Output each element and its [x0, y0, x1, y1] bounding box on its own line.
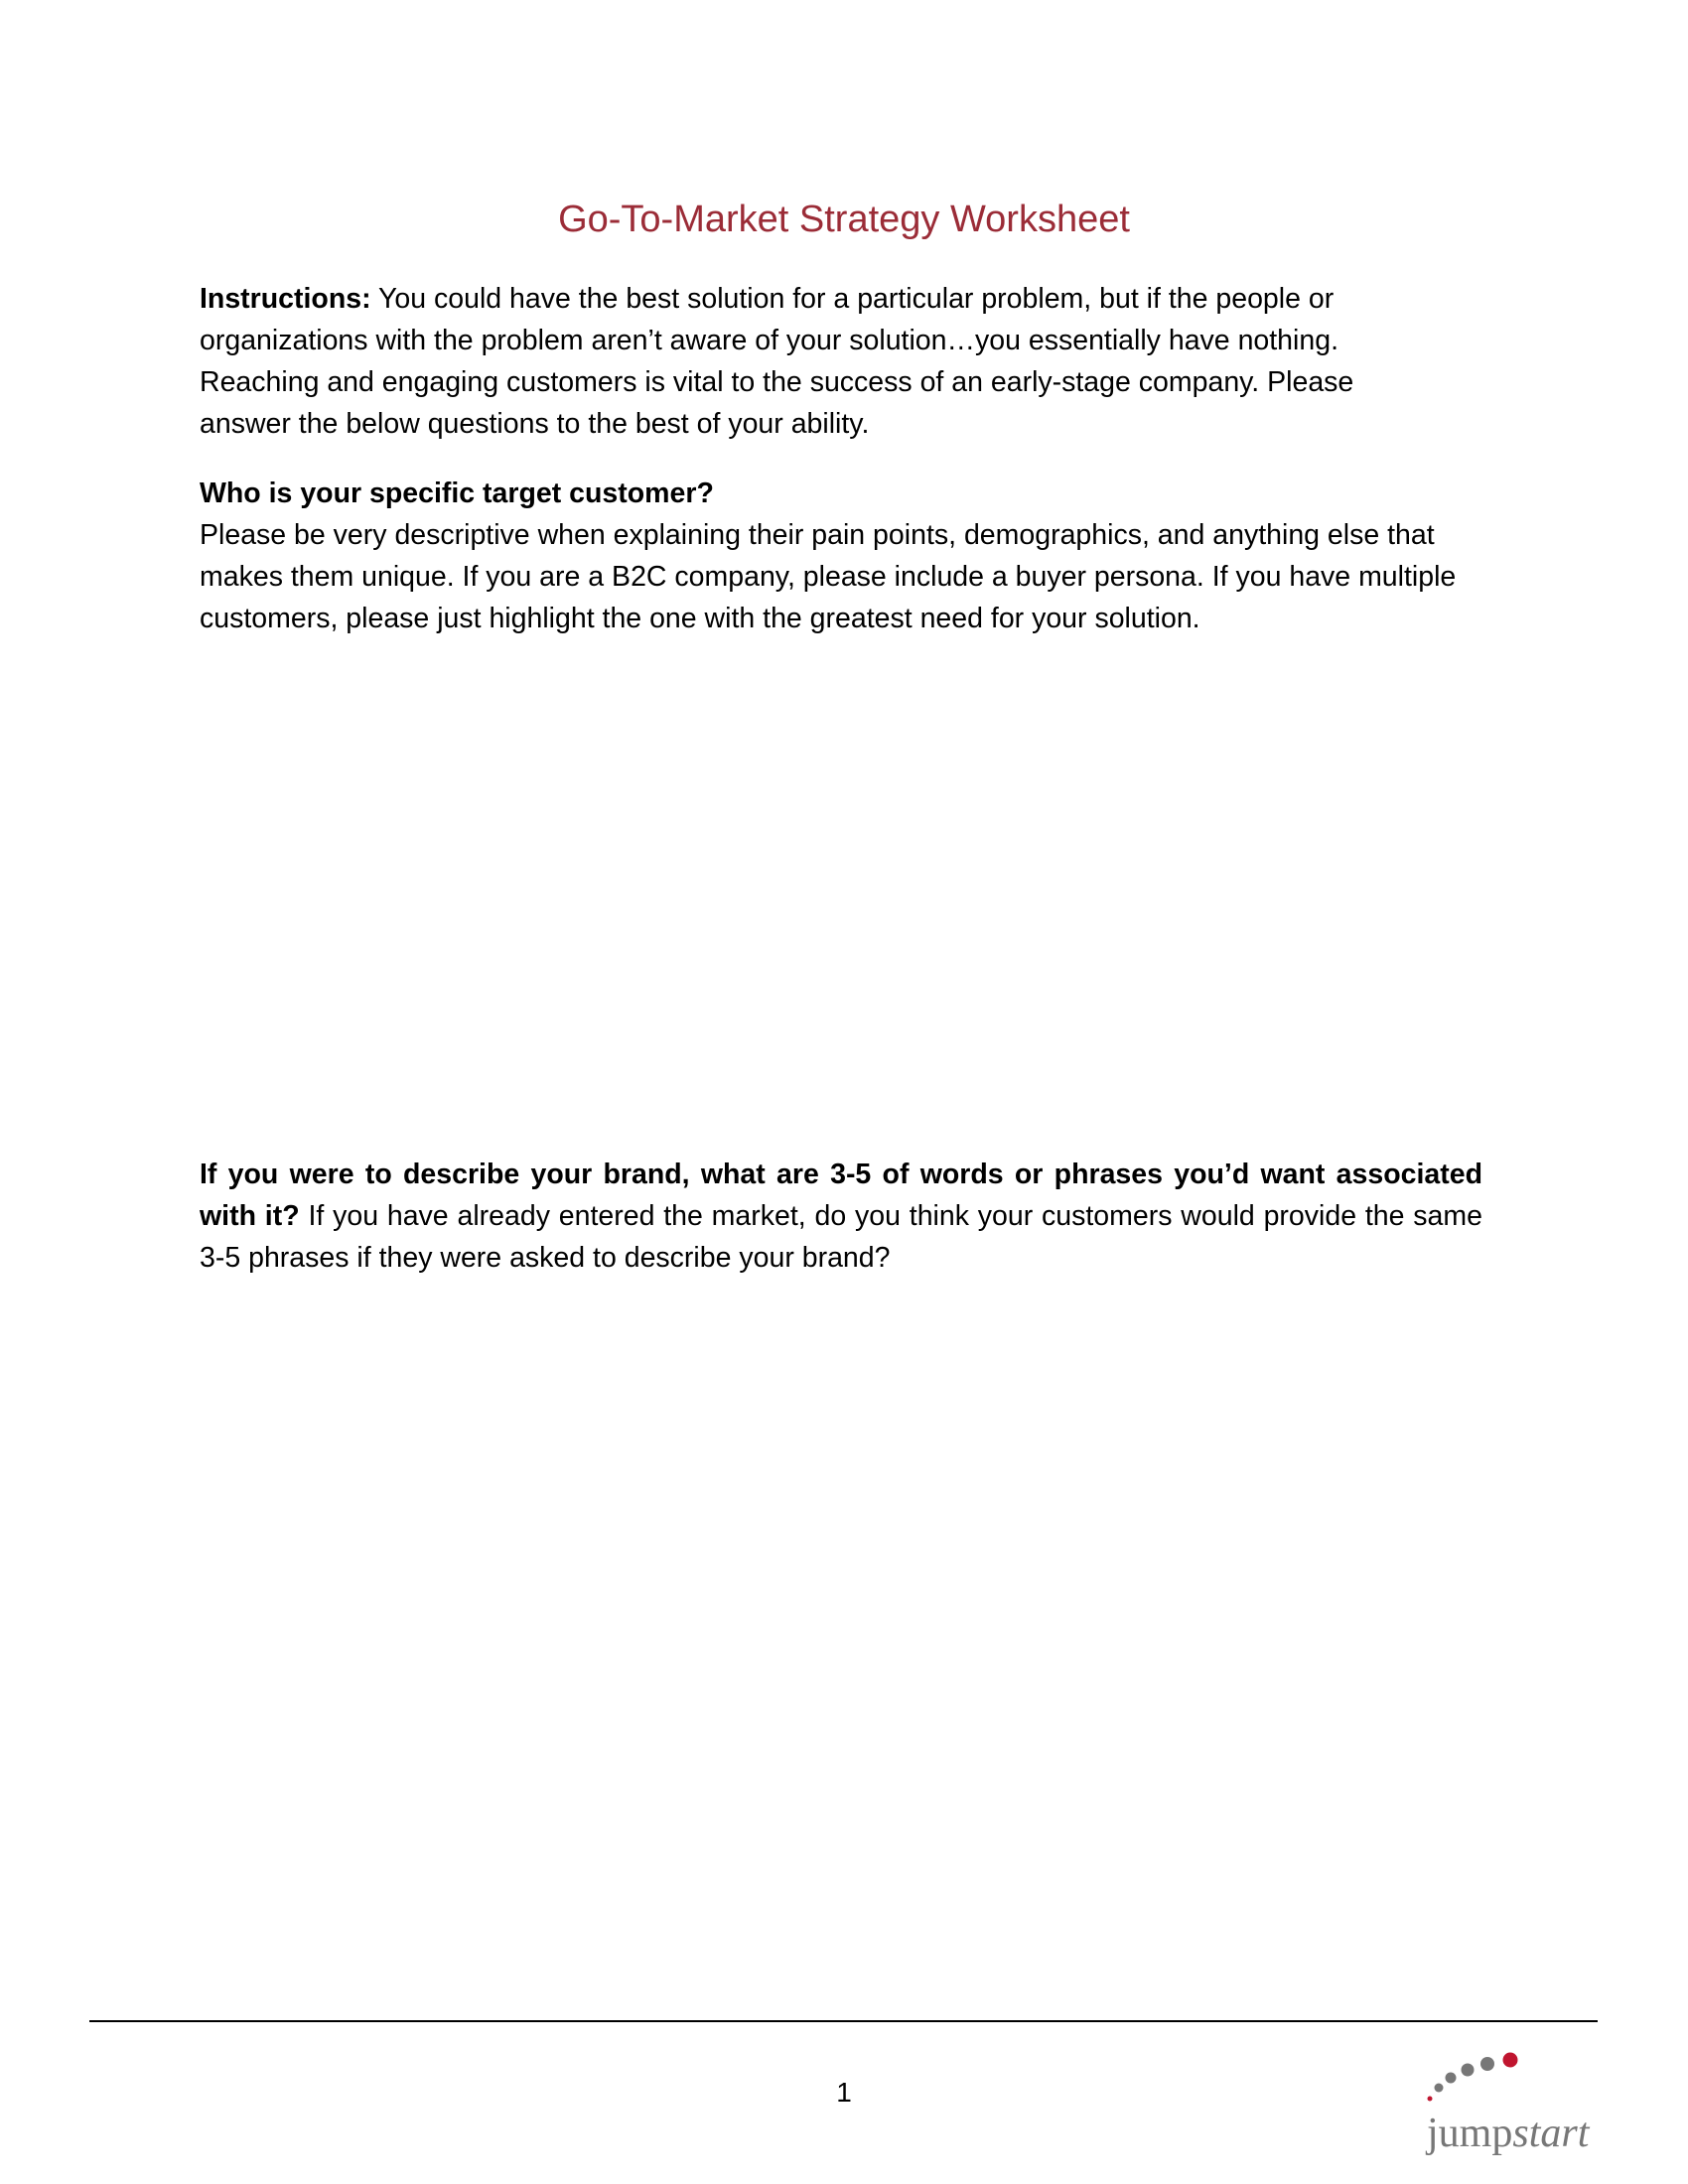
question-brand — [200, 1154, 1482, 1279]
page-number: 1 — [836, 2077, 852, 2108]
svg-text:jumpstart: jumpstart — [1427, 2111, 1590, 2156]
footer-divider — [89, 2020, 1598, 2022]
question-text: If you have already entered the market, do you think your customers would provide the same 3-5 phrases if they were asked to describe your brand? — [200, 1200, 1482, 1274]
question-heading: If you were to describe your brand, what are 3-5 of words or phrases you’d want associated with it? — [200, 1159, 1482, 1232]
question-target-customer — [200, 473, 1482, 639]
instructions-label: Instructions: — [200, 283, 371, 315]
question-heading: Who is your specific target customer? — [200, 478, 714, 509]
instructions-text: You could have the best solution for a particular problem, but if the people or organizations with the problem aren’t aware of your solution…you essentially have nothing. Reaching and engaging customers is vital to the success of an early-stage company. Please answer the below questions to the best of your ability. — [200, 283, 1354, 440]
question-text: Please be very descriptive when explaining their pain points, demographics, and anything else that makes them unique. If you are a B2C company, please include a buyer persona. If you have multiple customers, please just highlight the one with the greatest need for your solution. — [200, 519, 1457, 634]
page-title: Go-To-Market Strategy Worksheet — [558, 199, 1130, 240]
instructions — [200, 278, 1431, 445]
jumpstart-logo — [1415, 2035, 1614, 2164]
